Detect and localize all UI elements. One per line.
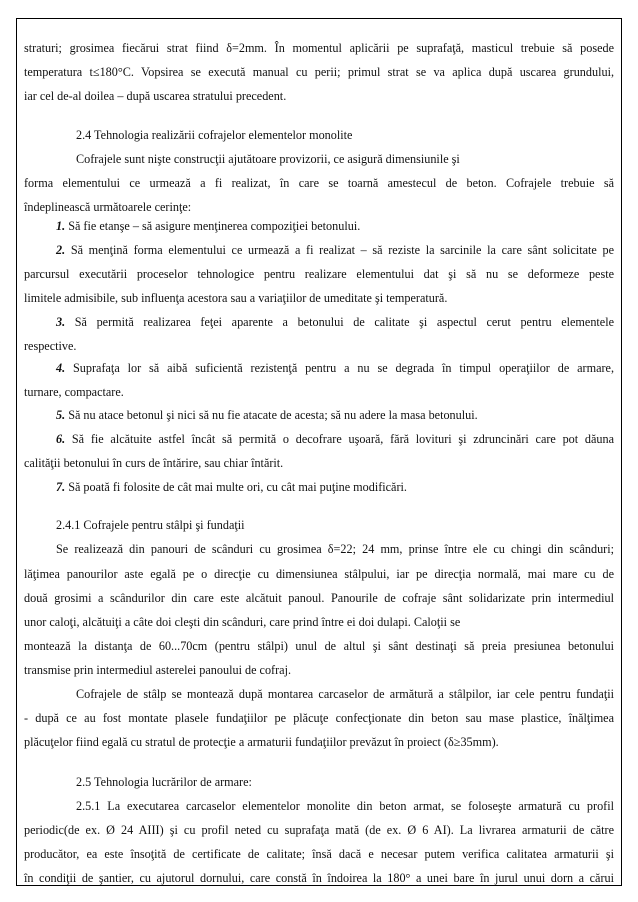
text-line: în condiţii de şantier, cu ajutorul dornului, care constă în îndoirea la 180° a unei bare în jurul unui dorn a cărui: [24, 871, 614, 885]
section-heading-2-4: 2.4 Tehnologia realizării cofrajelor elementelor monolite: [76, 128, 353, 142]
list-text: Suprafaţa lor să aibă suficientă rezistenţă pentru a nu se degrada în timpul operaţiilor de armare,: [73, 361, 614, 375]
text-line: forma elementului ce urmează a fi realizat, în care se toarnă amestecul de beton. Cofrajele trebuie să: [24, 176, 614, 190]
text-line: transmise prin intermediul asterelei panoului de cofraj.: [24, 663, 292, 677]
text-line: unor caloţi, alcătuiţi a câte doi cleşti din scânduri, care prind între ei doi dulapi. Caloţii se: [24, 615, 461, 629]
page-border: [16, 18, 622, 886]
list-text: Să nu atace betonul şi nici să nu fie atacate de acesta; să nu adere la masa betonului.: [68, 408, 478, 422]
list-text: Să fie alcătuite astfel încât să permită o decofrare uşoară, fără lovituri şi zdruncinări care pot dăuna: [71, 432, 614, 446]
list-number: 7.: [56, 480, 66, 494]
text-line: limitele admisibile, sub influenţa acestora sau a variaţiilor de umeditate şi temperatură.: [24, 291, 448, 305]
text-line: 2.5.1 La executarea carcaselor elementelor monolite din beton armat, se foloseşte armatură cu profil: [76, 799, 614, 813]
text-line: respective.: [24, 339, 77, 353]
list-text: Să poată fi folosite de cât mai multe ori, cu cât mai puţine modificări.: [68, 480, 407, 494]
text-line: straturi; grosimea fiecărui strat fiind δ=2mm. În momentul aplicării pe suprafaţă, masticul trebuie să posede: [24, 41, 614, 55]
text-line: Cofrajele de stâlp se montează după montarea carcaselor de armătură a stâlpilor, iar cele pentru fundaţii: [76, 687, 614, 701]
text-line: parcursul executării proceselor tehnologice pentru realizare elementului dat şi să nu se deformeze peste: [24, 267, 614, 281]
text-line: iar cel de-al doilea – după uscarea stratului precedent.: [24, 89, 287, 103]
text-line: calităţii betonului în curs de întărire, sau chiar întărit.: [24, 456, 284, 470]
text-line: montează la distanţa de 60...70cm (pentru stâlpi) unul de altul şi sânt destinaţi să preia presiunea betonului: [24, 639, 614, 653]
requirement-6: [56, 431, 614, 447]
list-number: 6.: [56, 432, 66, 446]
text-line: Cofrajele sunt nişte construcţii ajutătoare provizorii, ce asigură dimensiunile şi: [76, 152, 460, 166]
section-heading-2-4-1: 2.4.1 Cofrajele pentru stâlpi şi fundaţii: [56, 518, 245, 532]
list-number: 5.: [56, 408, 66, 422]
text-line: turnare, compactare.: [24, 385, 124, 399]
requirement-2: [56, 242, 614, 258]
list-text: Să permită realizarea feţei aparente a betonului de calitate şi aspectul cerut pentru elementele: [74, 315, 614, 329]
requirement-4: [56, 360, 614, 376]
list-number: 4.: [56, 361, 66, 375]
requirement-7: [56, 479, 407, 495]
list-number: 2.: [56, 243, 66, 257]
list-number: 3.: [56, 315, 66, 329]
section-heading-2-5: 2.5 Tehnologia lucrărilor de armare:: [76, 775, 252, 789]
list-text: Să menţină forma elementului ce urmează a fi realizat – să reziste la sarcinile la care sânt solicitate pe: [70, 243, 615, 257]
requirement-1: [56, 218, 360, 234]
text-line: producător, ea este însoţită de certificate de calitate; însă dacă e necesar putem verifica calitatea armaturii şi: [24, 847, 614, 861]
requirement-3: [56, 314, 614, 330]
text-line: îndeplinească următoarele cerinţe:: [24, 200, 192, 214]
text-line: - după ce au fost montate plasele fundaţiilor pe plăcuţe confecţionate din beton sau mase plastice, înălţimea: [24, 711, 614, 725]
list-number: 1.: [56, 219, 66, 233]
text-line: plăcuţelor fiind egală cu stratul de protecţie a armaturii fundaţiilor prevăzut în proiect (δ≥35mm).: [24, 735, 499, 749]
text-line: temperatura t≤180°C. Vopsirea se execută manual cu perii; primul strat se va aplica după uscarea grundului,: [24, 65, 614, 79]
text-line: lăţimea panourilor aste egală pe o direcţie cu dimensiunea stâlpului, iar pe direcţia normală, mai mare cu de: [24, 567, 614, 581]
text-line: Se realizează din panouri de scânduri cu grosimea δ=22; 24 mm, prinse între ele cu chingi din scânduri;: [56, 542, 614, 556]
text-line: două grosimi a scândurilor din care este alcătuit panoul. Panourile de cofraje sânt solidarizate prin intermediul: [24, 591, 614, 605]
text-line: periodic(de ex. Ø 24 AIII) şi cu profil neted cu suprafaţa mată (de ex. Ø 6 AI). La livrarea armaturii de către: [24, 823, 614, 837]
list-text: Să fie etanşe – să asigure menţinerea compoziţiei betonului.: [68, 219, 361, 233]
requirement-5: [56, 407, 478, 423]
